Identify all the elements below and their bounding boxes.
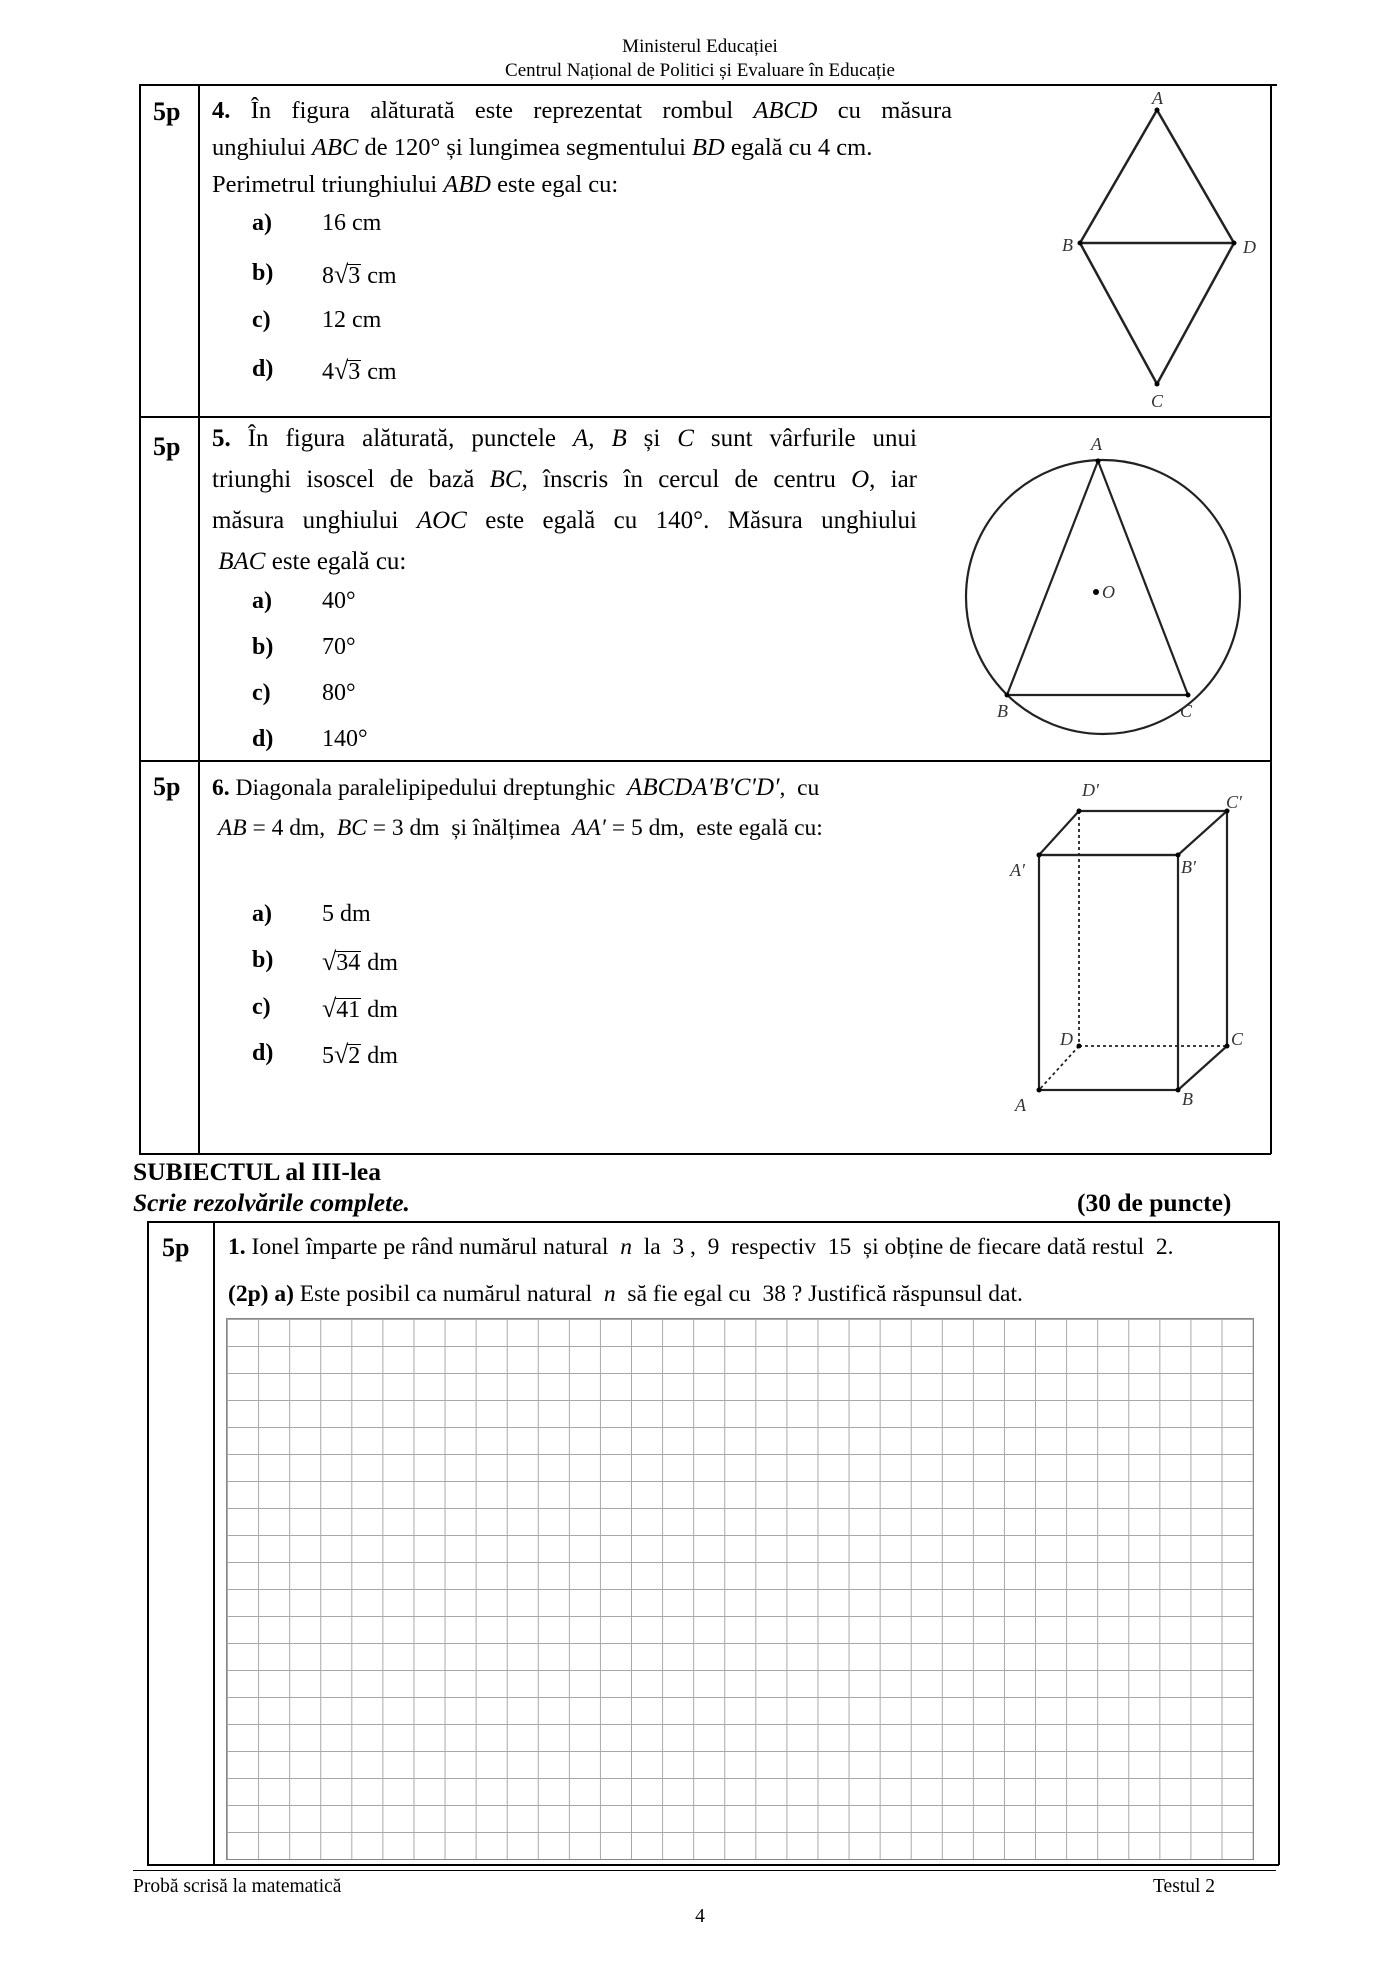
label-C: C [1151, 391, 1164, 411]
label-A: A [1091, 434, 1102, 454]
table-right-border [1270, 84, 1272, 1154]
label-B: B [997, 701, 1008, 721]
sqrt-symbol: √ [322, 994, 337, 1023]
sqrt-radicand: 2 [348, 1043, 361, 1069]
section-score: (30 de puncte) [1077, 1188, 1232, 1217]
label-D: D [1243, 237, 1256, 257]
answer-table-bottom [147, 1864, 1279, 1866]
label-C1: C′ [1226, 792, 1242, 812]
hidden-edge-AD [1039, 1046, 1079, 1090]
rhombus-ABCD [1080, 110, 1234, 384]
q5-line4: BAC este egală cu: [218, 548, 407, 575]
answer-grid[interactable] [226, 1318, 1254, 1860]
sqrt-symbol: √ [334, 1040, 349, 1069]
q5-line3: măsura unghiului AOC este egală cu 140°. Măsura unghiului [212, 507, 918, 534]
label-B: B [1062, 235, 1073, 255]
answer-table-top [147, 1221, 1279, 1223]
center-O-dot [1093, 589, 1099, 595]
q6-line1: 6. Diagonala paralelipipedului dreptunghic ABCDA′B′C′D′, cu [212, 774, 820, 801]
q6-points: 5p [153, 772, 181, 801]
q5-points: 5p [153, 432, 181, 461]
sqrt-radicand: 3 [348, 263, 361, 289]
q5-statement [212, 418, 917, 582]
section-instruction: Scrie rezolvările complete. [133, 1188, 410, 1217]
sqrt-symbol: √ [322, 947, 337, 976]
p1-points: 5p [162, 1233, 190, 1262]
table-left-border [139, 84, 141, 1154]
answer-points-divider [213, 1221, 215, 1865]
front-face [1039, 855, 1178, 1090]
cuboid-figure [990, 775, 1260, 1120]
q5-line2: triunghi isoscel de bază BC, înscris în cercul de centru O, iar [212, 466, 917, 493]
label-C: C [1180, 701, 1193, 721]
answer-table-right [1278, 1221, 1280, 1865]
answer-table-left [147, 1221, 149, 1865]
triangle-ABC [1007, 461, 1188, 695]
header-ministry: Ministerul Educației [622, 36, 778, 57]
q6-statement [212, 768, 912, 848]
sqrt-radicand: 3 [348, 359, 361, 385]
label-A: A [1015, 1095, 1026, 1115]
p1-statement: 1. Ionel împarte pe rând numărul natural n la 3 , 9 respectiv 15 și obține de fiecare dată restul 2. [228, 1234, 1174, 1260]
label-D1: D′ [1082, 780, 1099, 800]
label-O: O [1102, 582, 1115, 602]
q5-line1: 5. În figura alăturată, punctele A, B și C sunt vârfurile unui [212, 425, 917, 452]
circle-figure [950, 425, 1250, 760]
q4-statement [212, 92, 952, 203]
edge-BC [1178, 1046, 1227, 1090]
footer-exam-name: Probă scrisă la matematică [133, 1876, 342, 1897]
p1-subquestion-a: (2p) a) Este posibil ca numărul natural n să fie egal cu 38 ? Justifică răspunsul dat. [228, 1281, 1023, 1307]
label-C: C [1231, 1029, 1244, 1049]
q4-line3: Perimetrul triunghiului ABD este egal cu: [212, 171, 619, 198]
sqrt-symbol: √ [334, 356, 349, 385]
header-center: Centrul Național de Politici și Evaluare în Educație [505, 60, 895, 81]
page-number: 4 [695, 1906, 705, 1927]
q4-line1: 4. În figura alăturată este reprezentat rombul ABCD cu măsura [212, 97, 952, 124]
sqrt-radicand: 34 [336, 950, 361, 976]
label-A1: A′ [1010, 860, 1025, 880]
table-bottom-border [139, 1153, 1271, 1155]
points-column-divider [198, 84, 200, 1154]
rhombus-figure [1040, 85, 1270, 415]
q4-points: 5p [153, 97, 181, 126]
q4-line2: unghiului ABC de 120° și lungimea segmentului BD egală cu 4 cm. [212, 134, 873, 161]
footer-rule [133, 1870, 1276, 1871]
top-face [1039, 811, 1227, 855]
q6-line2: AB = 4 dm, BC = 3 dm și înălțimea AA′ = 5 dm, este egală cu: [217, 815, 823, 841]
footer-test-number: Testul 2 [1153, 1876, 1216, 1897]
section-title: SUBIECTUL al III-lea [133, 1157, 381, 1186]
label-B: B [1182, 1089, 1193, 1109]
row-divider-q5-q6 [139, 760, 1271, 762]
label-B1: B′ [1181, 857, 1196, 877]
label-A: A [1152, 88, 1163, 108]
sqrt-symbol: √ [334, 260, 349, 289]
sqrt-radicand: 41 [336, 997, 361, 1023]
label-D: D [1060, 1029, 1073, 1049]
